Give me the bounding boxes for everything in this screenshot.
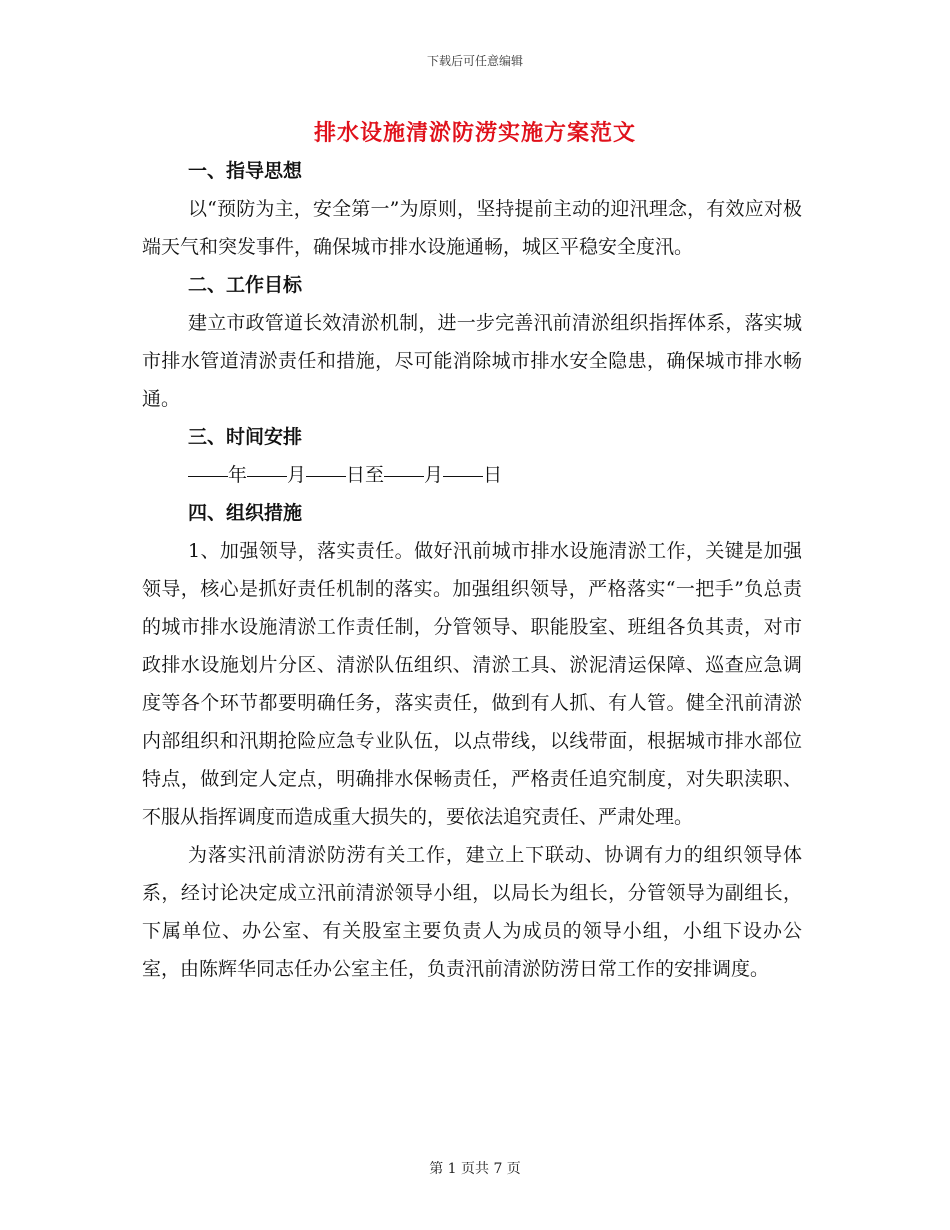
blank-line-day1 bbox=[306, 475, 346, 477]
section-heading-schedule: 三、时间安排 bbox=[188, 426, 303, 448]
document-title: 排水设施清淤防涝实施方案范文 bbox=[313, 120, 636, 146]
page-footer: 第 1 页共 7 页 bbox=[429, 1161, 521, 1177]
blank-line-day2 bbox=[443, 475, 483, 477]
section-heading-organization: 四、组织措施 bbox=[188, 502, 303, 524]
date-year-label: 年 bbox=[228, 464, 248, 486]
blank-line-year bbox=[188, 475, 228, 477]
paragraph-strengthen-leadership: 1、加强领导，落实责任。做好汛前城市排水设施清淤工作，关键是加强领导，核心是抓好责任机制的落实。加强组织领导，严格落实“一把手”负总责的城市排水设施清淤工作责任制，分管领导、职能股室、班组各负其责，对市政排水设施划片分区、清淤队伍组织、清淤工具、淤泥清运保障、巡查应急调度等各个环节都要明确任务，落实责任，做到有人抓、有人管。健全汛前清淤内部组织和汛期抢险应急专业队伍，以点带线，以线带面，根据城市排水部位特点，做到定人定点，明确排水保畅责任，严格责任追究制度，对失职渎职、不服从指挥调度而造成重大损失的，要依法追究责任、严肃处理。 bbox=[142, 540, 802, 828]
schedule-date-line bbox=[142, 456, 802, 494]
paragraph-leading-group: 为落实汛前清淤防涝有关工作，建立上下联动、协调有力的组织领导体系，经讨论决定成立汛前清淤领导小组，以局长为组长，分管领导为副组长，下属单位、办公室、有关股室主要负责人为成员的领导小组，小组下设办公室，由陈辉华同志任办公室主任，负责汛前清淤防涝日常工作的安排调度。 bbox=[142, 844, 802, 980]
date-day2-label: 日 bbox=[483, 464, 503, 486]
date-day1-label: 日至 bbox=[346, 464, 385, 486]
blank-line-month2 bbox=[384, 475, 424, 477]
paragraph-work-goals: 建立市政管道长效清淤机制，进一步完善汛前清淤组织指挥体系，落实城市排水管道清淤责任和措施，尽可能消除城市排水安全隐患，确保城市排水畅通。 bbox=[142, 312, 802, 410]
section-heading-guiding-ideology: 一、指导思想 bbox=[188, 160, 303, 182]
paragraph-guiding-ideology: 以“预防为主，安全第一”为原则，坚持提前主动的迎汛理念，有效应对极端天气和突发事件，确保城市排水设施通畅，城区平稳安全度汛。 bbox=[142, 198, 802, 258]
date-month2-label: 月 bbox=[424, 464, 444, 486]
date-month1-label: 月 bbox=[287, 464, 307, 486]
section-heading-work-goals: 二、工作目标 bbox=[188, 274, 303, 296]
blank-line-month1 bbox=[247, 475, 287, 477]
document-body bbox=[142, 152, 802, 988]
header-note: 下载后可任意编辑 bbox=[426, 54, 523, 68]
